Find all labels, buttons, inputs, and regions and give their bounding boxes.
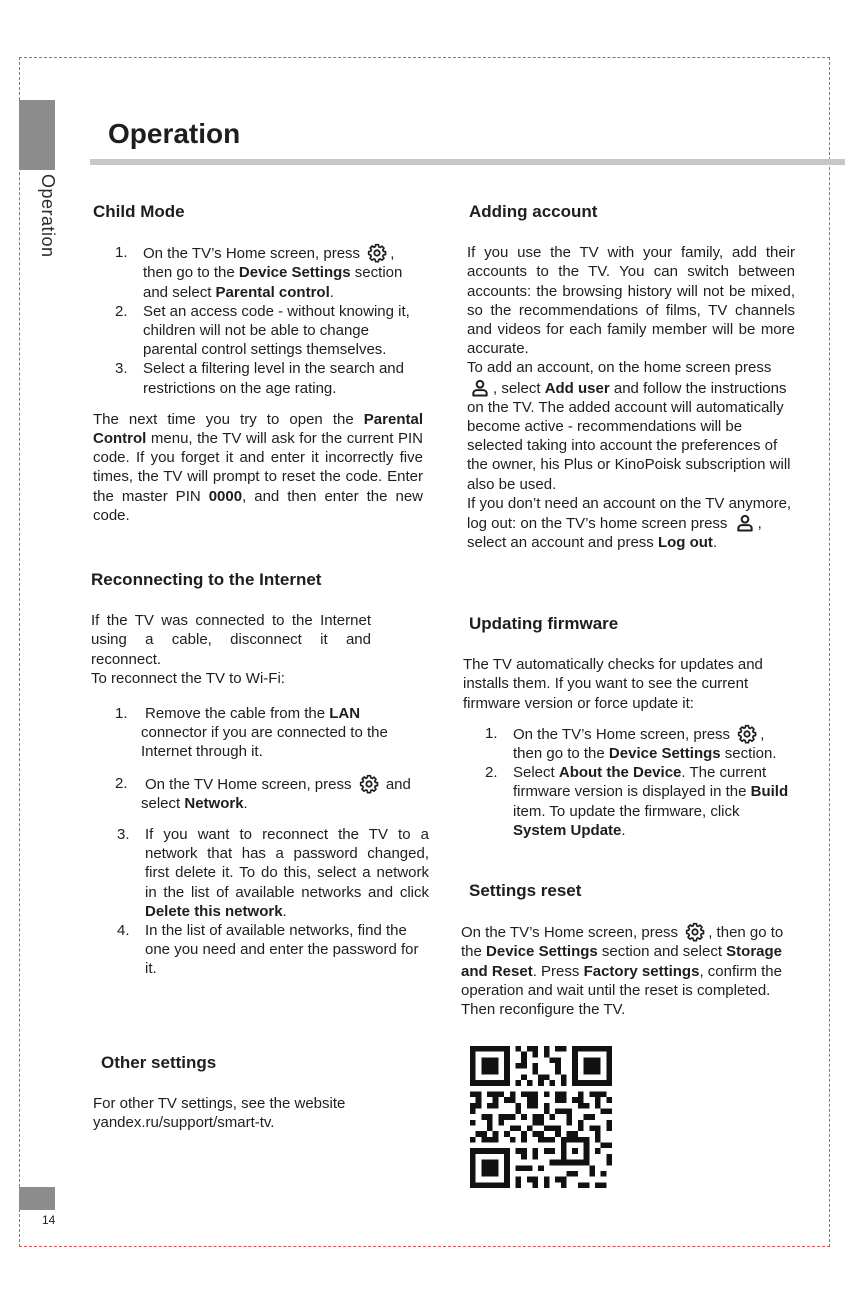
adding-account-heading: Adding account bbox=[469, 202, 598, 221]
settings-reset-heading: Settings reset bbox=[469, 881, 582, 900]
child-mode-paragraph: The next time you try to open the Parental Control menu, the TV will ask for the current PIN code. If you forget it and enter it incorrectly five times, the TV will prompt to reset the code. Enter the master PIN 0000, and then enter the new code. bbox=[93, 410, 423, 524]
updating-firmware-steps bbox=[463, 724, 795, 840]
list-item: 1. On the TV’s Home screen, press , then go to the Device Settings section and select Parental control. bbox=[115, 244, 403, 301]
list-item: 3. If you want to reconnect the TV to a network that has a password changed, first delete it. To do this, select a network in the list of available networks and click Delete this network. bbox=[117, 826, 429, 920]
gear-icon bbox=[359, 774, 379, 794]
reconnecting-wifi: To reconnect the TV to Wi-Fi: bbox=[91, 669, 285, 687]
reconnecting-steps bbox=[91, 704, 429, 979]
adding-account-p1: If you use the TV with your family, add their accounts to the TV. You can switch between accounts: the browsing history will not be mixed, so the recommendations of films, TV channels and videos for each family member will be more accurate. bbox=[467, 244, 795, 358]
step-number: 3. bbox=[115, 360, 128, 378]
updating-firmware-intro: The TV automatically checks for updates and installs them. If you want to see the current firmware version or force update it: bbox=[463, 656, 763, 712]
child-mode-section bbox=[93, 202, 423, 525]
updating-firmware-section bbox=[463, 614, 795, 840]
step-number: 1. bbox=[115, 705, 128, 723]
qr-code bbox=[470, 1046, 612, 1188]
settings-reset-section bbox=[461, 881, 796, 1019]
updating-firmware-heading: Updating firmware bbox=[469, 614, 619, 633]
page-title: Operation bbox=[108, 118, 241, 149]
user-icon bbox=[470, 378, 490, 398]
other-settings-text: For other TV settings, see the website yandex.ru/support/smart-tv. bbox=[93, 1095, 346, 1132]
list-item: 4. In the list of available networks, find the one you need and enter the password for it. bbox=[117, 922, 419, 978]
gear-icon bbox=[737, 724, 757, 744]
other-settings-heading: Other settings bbox=[101, 1053, 217, 1072]
adding-account-p3: If you don’t need an account on the TV anymore, log out: on the TV’s home screen press , select an account and press Log out. bbox=[467, 494, 792, 552]
list-item: 1. On the TV’s Home screen, press , then go to the Device Settings section. bbox=[485, 724, 777, 763]
list-item: 3. Select a filtering level in the search and restrictions on the age rating. bbox=[115, 360, 404, 397]
step-number: 2. bbox=[485, 764, 498, 782]
reconnecting-heading: Reconnecting to the Internet bbox=[91, 570, 322, 589]
side-tab bbox=[19, 100, 55, 170]
step-number: 1. bbox=[115, 244, 128, 262]
step-number: 1. bbox=[485, 724, 498, 742]
child-mode-steps bbox=[93, 243, 423, 398]
gear-icon bbox=[367, 243, 387, 263]
step-number: 3. bbox=[117, 826, 130, 844]
step-number: 4. bbox=[117, 922, 130, 940]
footer-tab bbox=[19, 1187, 55, 1210]
child-mode-heading: Child Mode bbox=[93, 202, 185, 221]
user-icon bbox=[735, 513, 755, 533]
list-item: 2. On the TV Home screen, press and select Network. bbox=[115, 774, 411, 812]
adding-account-p2: To add an account, on the home screen press , select Add user and follow the instructions on the TV. The added account will automatically become active - recommendations will be selected taking into account the preferences of the owner, his Plus or KinoPoisk subscription will also be used. bbox=[467, 359, 791, 493]
list-item: 2. Set an access code - without knowing it, children will not be able to change parental control settings themselves. bbox=[115, 302, 410, 359]
other-settings-section bbox=[93, 1053, 413, 1133]
gear-icon bbox=[685, 922, 705, 942]
list-item: 2. Select About the Device. The current firmware version is displayed in the Build item. To update the firmware, click System Update. bbox=[485, 764, 789, 839]
reconnecting-intro: If the TV was connected to the Internet using a cable, disconnect it and reconnect. bbox=[91, 612, 371, 668]
reconnecting-section bbox=[91, 570, 429, 979]
step-number: 2. bbox=[115, 302, 128, 320]
side-label: Operation bbox=[38, 174, 58, 258]
list-item: 1. Remove the cable from the LAN connector if you are connected to the Internet through it. bbox=[115, 705, 388, 761]
page-number: 14 bbox=[42, 1213, 56, 1227]
settings-reset-text: On the TV’s Home screen, press , then go to the Device Settings section and select Storage and Reset. Press Factory settings, confirm the operation and wait until the reset is completed. Then reconfigure the TV. bbox=[461, 924, 784, 1019]
adding-account-section bbox=[467, 202, 795, 552]
title-rule bbox=[90, 159, 845, 165]
step-number: 2. bbox=[115, 774, 128, 792]
